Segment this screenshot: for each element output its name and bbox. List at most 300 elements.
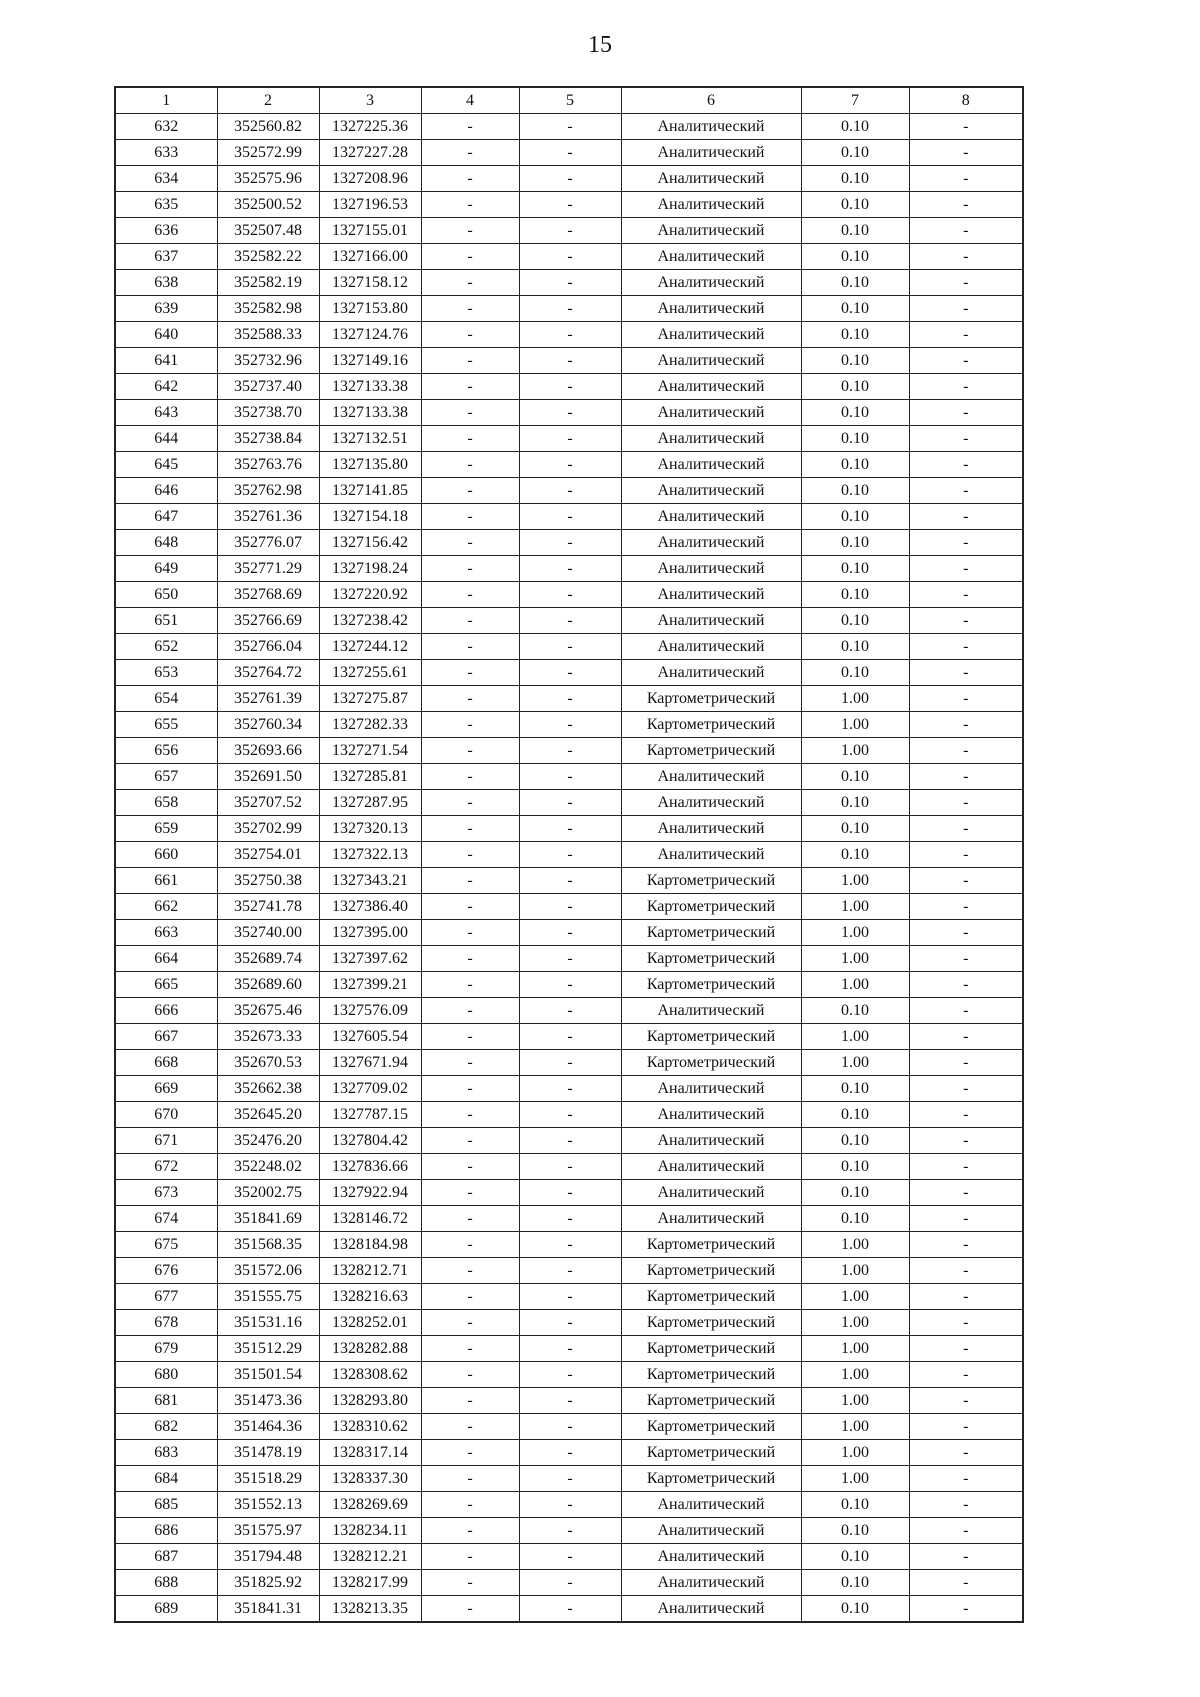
cell-point-number: 641 xyxy=(115,348,217,374)
cell-accuracy: 1.00 xyxy=(801,1336,909,1362)
cell-method: Картометрический xyxy=(621,738,801,764)
cell-point-number: 673 xyxy=(115,1180,217,1206)
cell-method: Аналитический xyxy=(621,998,801,1024)
cell-y-coordinate: 1327576.09 xyxy=(319,998,421,1024)
cell-point-number: 672 xyxy=(115,1154,217,1180)
cell-col5-value: - xyxy=(519,452,621,478)
cell-method: Аналитический xyxy=(621,192,801,218)
cell-col8-value: - xyxy=(909,634,1023,660)
cell-col8-value: - xyxy=(909,1544,1023,1570)
table-row xyxy=(115,1310,1023,1336)
cell-method: Аналитический xyxy=(621,764,801,790)
cell-col8-value: - xyxy=(909,660,1023,686)
cell-method: Аналитический xyxy=(621,816,801,842)
table-row xyxy=(115,478,1023,504)
cell-x-coordinate: 352691.50 xyxy=(217,764,319,790)
cell-col8-value: - xyxy=(909,764,1023,790)
cell-col5-value: - xyxy=(519,166,621,192)
cell-accuracy: 0.10 xyxy=(801,1076,909,1102)
cell-col4-value: - xyxy=(421,1258,519,1284)
cell-col5-value: - xyxy=(519,1492,621,1518)
table-row xyxy=(115,140,1023,166)
cell-y-coordinate: 1327220.92 xyxy=(319,582,421,608)
table-row xyxy=(115,686,1023,712)
table-row xyxy=(115,816,1023,842)
cell-col4-value: - xyxy=(421,1206,519,1232)
cell-method: Аналитический xyxy=(621,1596,801,1623)
cell-accuracy: 0.10 xyxy=(801,530,909,556)
cell-x-coordinate: 352575.96 xyxy=(217,166,319,192)
cell-x-coordinate: 351568.35 xyxy=(217,1232,319,1258)
cell-col4-value: - xyxy=(421,998,519,1024)
cell-point-number: 647 xyxy=(115,504,217,530)
cell-col8-value: - xyxy=(909,1388,1023,1414)
cell-col5-value: - xyxy=(519,270,621,296)
cell-point-number: 669 xyxy=(115,1076,217,1102)
cell-col5-value: - xyxy=(519,920,621,946)
cell-method: Аналитический xyxy=(621,660,801,686)
table-row xyxy=(115,660,1023,686)
cell-point-number: 671 xyxy=(115,1128,217,1154)
cell-col4-value: - xyxy=(421,972,519,998)
cell-accuracy: 1.00 xyxy=(801,972,909,998)
cell-col5-value: - xyxy=(519,400,621,426)
cell-x-coordinate: 352764.72 xyxy=(217,660,319,686)
table-row xyxy=(115,764,1023,790)
cell-col8-value: - xyxy=(909,894,1023,920)
cell-x-coordinate: 352675.46 xyxy=(217,998,319,1024)
cell-accuracy: 1.00 xyxy=(801,1440,909,1466)
cell-accuracy: 0.10 xyxy=(801,296,909,322)
column-header-7: 7 xyxy=(801,87,909,114)
cell-accuracy: 0.10 xyxy=(801,842,909,868)
cell-col4-value: - xyxy=(421,140,519,166)
cell-col8-value: - xyxy=(909,920,1023,946)
cell-x-coordinate: 351552.13 xyxy=(217,1492,319,1518)
cell-x-coordinate: 352732.96 xyxy=(217,348,319,374)
cell-accuracy: 1.00 xyxy=(801,712,909,738)
cell-method: Картометрический xyxy=(621,712,801,738)
cell-col8-value: - xyxy=(909,1518,1023,1544)
cell-point-number: 661 xyxy=(115,868,217,894)
cell-accuracy: 1.00 xyxy=(801,1232,909,1258)
column-header-3: 3 xyxy=(319,87,421,114)
cell-col8-value: - xyxy=(909,998,1023,1024)
cell-point-number: 633 xyxy=(115,140,217,166)
cell-col8-value: - xyxy=(909,1154,1023,1180)
cell-col4-value: - xyxy=(421,1076,519,1102)
cell-y-coordinate: 1327255.61 xyxy=(319,660,421,686)
cell-col8-value: - xyxy=(909,504,1023,530)
cell-col8-value: - xyxy=(909,1466,1023,1492)
cell-method: Аналитический xyxy=(621,504,801,530)
cell-point-number: 682 xyxy=(115,1414,217,1440)
cell-point-number: 685 xyxy=(115,1492,217,1518)
table-row xyxy=(115,348,1023,374)
cell-method: Картометрический xyxy=(621,920,801,946)
cell-point-number: 665 xyxy=(115,972,217,998)
cell-col4-value: - xyxy=(421,1284,519,1310)
cell-col5-value: - xyxy=(519,1024,621,1050)
cell-y-coordinate: 1328217.99 xyxy=(319,1570,421,1596)
cell-x-coordinate: 352763.76 xyxy=(217,452,319,478)
cell-col4-value: - xyxy=(421,114,519,140)
cell-x-coordinate: 352766.04 xyxy=(217,634,319,660)
cell-method: Аналитический xyxy=(621,244,801,270)
cell-col4-value: - xyxy=(421,270,519,296)
table-row xyxy=(115,244,1023,270)
cell-col5-value: - xyxy=(519,1206,621,1232)
cell-point-number: 666 xyxy=(115,998,217,1024)
cell-method: Картометрический xyxy=(621,972,801,998)
cell-col4-value: - xyxy=(421,764,519,790)
table-row xyxy=(115,894,1023,920)
cell-method: Аналитический xyxy=(621,1518,801,1544)
cell-method: Аналитический xyxy=(621,296,801,322)
cell-col8-value: - xyxy=(909,1128,1023,1154)
cell-col5-value: - xyxy=(519,764,621,790)
cell-y-coordinate: 1327275.87 xyxy=(319,686,421,712)
cell-method: Картометрический xyxy=(621,1050,801,1076)
cell-point-number: 679 xyxy=(115,1336,217,1362)
table-row xyxy=(115,452,1023,478)
cell-point-number: 634 xyxy=(115,166,217,192)
cell-col8-value: - xyxy=(909,1102,1023,1128)
cell-col8-value: - xyxy=(909,374,1023,400)
cell-method: Картометрический xyxy=(621,868,801,894)
cell-x-coordinate: 352588.33 xyxy=(217,322,319,348)
cell-y-coordinate: 1327149.16 xyxy=(319,348,421,374)
cell-method: Картометрический xyxy=(621,1024,801,1050)
cell-col5-value: - xyxy=(519,1102,621,1128)
cell-col8-value: - xyxy=(909,738,1023,764)
cell-x-coordinate: 352761.36 xyxy=(217,504,319,530)
table-row xyxy=(115,738,1023,764)
cell-col5-value: - xyxy=(519,790,621,816)
cell-y-coordinate: 1327395.00 xyxy=(319,920,421,946)
cell-point-number: 653 xyxy=(115,660,217,686)
cell-y-coordinate: 1327135.80 xyxy=(319,452,421,478)
cell-col8-value: - xyxy=(909,530,1023,556)
cell-method: Картометрический xyxy=(621,1362,801,1388)
table-row xyxy=(115,1128,1023,1154)
cell-point-number: 674 xyxy=(115,1206,217,1232)
cell-point-number: 643 xyxy=(115,400,217,426)
cell-point-number: 648 xyxy=(115,530,217,556)
cell-col5-value: - xyxy=(519,842,621,868)
cell-x-coordinate: 351512.29 xyxy=(217,1336,319,1362)
cell-x-coordinate: 352768.69 xyxy=(217,582,319,608)
cell-col5-value: - xyxy=(519,1180,621,1206)
cell-accuracy: 0.10 xyxy=(801,426,909,452)
cell-y-coordinate: 1328212.71 xyxy=(319,1258,421,1284)
cell-x-coordinate: 351794.48 xyxy=(217,1544,319,1570)
cell-y-coordinate: 1328317.14 xyxy=(319,1440,421,1466)
table-row xyxy=(115,322,1023,348)
cell-col5-value: - xyxy=(519,1570,621,1596)
cell-accuracy: 1.00 xyxy=(801,1050,909,1076)
cell-col8-value: - xyxy=(909,192,1023,218)
cell-x-coordinate: 351572.06 xyxy=(217,1258,319,1284)
table-row xyxy=(115,1570,1023,1596)
cell-col5-value: - xyxy=(519,1466,621,1492)
cell-point-number: 680 xyxy=(115,1362,217,1388)
cell-x-coordinate: 352776.07 xyxy=(217,530,319,556)
cell-col8-value: - xyxy=(909,1050,1023,1076)
cell-col4-value: - xyxy=(421,426,519,452)
cell-col8-value: - xyxy=(909,400,1023,426)
cell-x-coordinate: 352702.99 xyxy=(217,816,319,842)
cell-accuracy: 0.10 xyxy=(801,764,909,790)
cell-col8-value: - xyxy=(909,1206,1023,1232)
cell-y-coordinate: 1327399.21 xyxy=(319,972,421,998)
cell-y-coordinate: 1327287.95 xyxy=(319,790,421,816)
cell-col4-value: - xyxy=(421,478,519,504)
column-header-5: 5 xyxy=(519,87,621,114)
cell-col8-value: - xyxy=(909,1362,1023,1388)
cell-col8-value: - xyxy=(909,1076,1023,1102)
cell-col5-value: - xyxy=(519,816,621,842)
cell-x-coordinate: 352689.74 xyxy=(217,946,319,972)
table-row xyxy=(115,114,1023,140)
cell-accuracy: 0.10 xyxy=(801,1596,909,1623)
cell-point-number: 686 xyxy=(115,1518,217,1544)
cell-col4-value: - xyxy=(421,1362,519,1388)
cell-y-coordinate: 1327709.02 xyxy=(319,1076,421,1102)
cell-col5-value: - xyxy=(519,1258,621,1284)
cell-col4-value: - xyxy=(421,1024,519,1050)
cell-method: Аналитический xyxy=(621,1154,801,1180)
cell-col4-value: - xyxy=(421,244,519,270)
cell-accuracy: 0.10 xyxy=(801,504,909,530)
cell-y-coordinate: 1327671.94 xyxy=(319,1050,421,1076)
cell-method: Картометрический xyxy=(621,1388,801,1414)
cell-point-number: 681 xyxy=(115,1388,217,1414)
cell-col8-value: - xyxy=(909,1024,1023,1050)
cell-point-number: 660 xyxy=(115,842,217,868)
cell-col8-value: - xyxy=(909,946,1023,972)
cell-col5-value: - xyxy=(519,1284,621,1310)
cell-accuracy: 0.10 xyxy=(801,114,909,140)
cell-y-coordinate: 1327605.54 xyxy=(319,1024,421,1050)
cell-x-coordinate: 352476.20 xyxy=(217,1128,319,1154)
table-row xyxy=(115,1284,1023,1310)
cell-col4-value: - xyxy=(421,1102,519,1128)
cell-col5-value: - xyxy=(519,1336,621,1362)
cell-col5-value: - xyxy=(519,1544,621,1570)
cell-col5-value: - xyxy=(519,426,621,452)
cell-col5-value: - xyxy=(519,738,621,764)
cell-method: Аналитический xyxy=(621,556,801,582)
cell-method: Аналитический xyxy=(621,1102,801,1128)
cell-col4-value: - xyxy=(421,816,519,842)
cell-method: Картометрический xyxy=(621,1284,801,1310)
cell-col4-value: - xyxy=(421,1336,519,1362)
table-row xyxy=(115,1544,1023,1570)
cell-y-coordinate: 1327225.36 xyxy=(319,114,421,140)
cell-accuracy: 1.00 xyxy=(801,1284,909,1310)
cell-x-coordinate: 352741.78 xyxy=(217,894,319,920)
cell-point-number: 646 xyxy=(115,478,217,504)
cell-y-coordinate: 1327343.21 xyxy=(319,868,421,894)
cell-point-number: 662 xyxy=(115,894,217,920)
cell-x-coordinate: 351478.19 xyxy=(217,1440,319,1466)
cell-col8-value: - xyxy=(909,712,1023,738)
cell-col8-value: - xyxy=(909,1492,1023,1518)
table-row xyxy=(115,790,1023,816)
cell-accuracy: 0.10 xyxy=(801,1570,909,1596)
cell-col4-value: - xyxy=(421,582,519,608)
cell-method: Картометрический xyxy=(621,1258,801,1284)
cell-y-coordinate: 1327155.01 xyxy=(319,218,421,244)
cell-method: Аналитический xyxy=(621,140,801,166)
column-header-6: 6 xyxy=(621,87,801,114)
cell-y-coordinate: 1327133.38 xyxy=(319,374,421,400)
cell-col5-value: - xyxy=(519,712,621,738)
cell-accuracy: 0.10 xyxy=(801,790,909,816)
cell-point-number: 687 xyxy=(115,1544,217,1570)
cell-accuracy: 0.10 xyxy=(801,452,909,478)
cell-col5-value: - xyxy=(519,998,621,1024)
cell-method: Аналитический xyxy=(621,842,801,868)
cell-point-number: 684 xyxy=(115,1466,217,1492)
table-row xyxy=(115,998,1023,1024)
table-row xyxy=(115,556,1023,582)
cell-col8-value: - xyxy=(909,166,1023,192)
cell-y-coordinate: 1327285.81 xyxy=(319,764,421,790)
table-row xyxy=(115,608,1023,634)
cell-y-coordinate: 1327244.12 xyxy=(319,634,421,660)
table-row xyxy=(115,400,1023,426)
table-row xyxy=(115,634,1023,660)
cell-col5-value: - xyxy=(519,296,621,322)
coordinates-table xyxy=(114,86,1024,1623)
cell-y-coordinate: 1328252.01 xyxy=(319,1310,421,1336)
cell-col5-value: - xyxy=(519,1128,621,1154)
cell-col4-value: - xyxy=(421,1570,519,1596)
table-row xyxy=(115,504,1023,530)
cell-accuracy: 1.00 xyxy=(801,1388,909,1414)
cell-method: Картометрический xyxy=(621,894,801,920)
cell-x-coordinate: 351825.92 xyxy=(217,1570,319,1596)
cell-accuracy: 1.00 xyxy=(801,920,909,946)
cell-col5-value: - xyxy=(519,556,621,582)
cell-y-coordinate: 1328216.63 xyxy=(319,1284,421,1310)
cell-col8-value: - xyxy=(909,582,1023,608)
cell-method: Аналитический xyxy=(621,1206,801,1232)
cell-accuracy: 1.00 xyxy=(801,738,909,764)
table-row xyxy=(115,1362,1023,1388)
cell-col8-value: - xyxy=(909,1596,1023,1623)
cell-accuracy: 1.00 xyxy=(801,894,909,920)
cell-col4-value: - xyxy=(421,1440,519,1466)
cell-point-number: 649 xyxy=(115,556,217,582)
cell-col5-value: - xyxy=(519,478,621,504)
cell-y-coordinate: 1327271.54 xyxy=(319,738,421,764)
cell-method: Картометрический xyxy=(621,1336,801,1362)
cell-col8-value: - xyxy=(909,972,1023,998)
cell-x-coordinate: 352582.19 xyxy=(217,270,319,296)
cell-accuracy: 1.00 xyxy=(801,1414,909,1440)
cell-method: Аналитический xyxy=(621,348,801,374)
cell-x-coordinate: 352582.98 xyxy=(217,296,319,322)
cell-x-coordinate: 352761.39 xyxy=(217,686,319,712)
cell-col8-value: - xyxy=(909,452,1023,478)
table-row xyxy=(115,374,1023,400)
cell-point-number: 632 xyxy=(115,114,217,140)
cell-col5-value: - xyxy=(519,582,621,608)
cell-y-coordinate: 1328234.11 xyxy=(319,1518,421,1544)
cell-point-number: 637 xyxy=(115,244,217,270)
cell-x-coordinate: 352693.66 xyxy=(217,738,319,764)
table-row xyxy=(115,218,1023,244)
table-row xyxy=(115,1102,1023,1128)
cell-col4-value: - xyxy=(421,1492,519,1518)
cell-point-number: 654 xyxy=(115,686,217,712)
cell-col4-value: - xyxy=(421,322,519,348)
cell-x-coordinate: 352738.70 xyxy=(217,400,319,426)
cell-x-coordinate: 352673.33 xyxy=(217,1024,319,1050)
cell-y-coordinate: 1327397.62 xyxy=(319,946,421,972)
cell-y-coordinate: 1327156.42 xyxy=(319,530,421,556)
cell-col4-value: - xyxy=(421,452,519,478)
cell-point-number: 678 xyxy=(115,1310,217,1336)
table-row xyxy=(115,192,1023,218)
table-row xyxy=(115,1258,1023,1284)
cell-x-coordinate: 352507.48 xyxy=(217,218,319,244)
cell-point-number: 652 xyxy=(115,634,217,660)
cell-col8-value: - xyxy=(909,1258,1023,1284)
cell-col8-value: - xyxy=(909,140,1023,166)
column-header-2: 2 xyxy=(217,87,319,114)
cell-x-coordinate: 352740.00 xyxy=(217,920,319,946)
table-row xyxy=(115,166,1023,192)
cell-y-coordinate: 1327238.42 xyxy=(319,608,421,634)
cell-x-coordinate: 351501.54 xyxy=(217,1362,319,1388)
cell-col4-value: - xyxy=(421,920,519,946)
cell-y-coordinate: 1327386.40 xyxy=(319,894,421,920)
cell-accuracy: 1.00 xyxy=(801,868,909,894)
cell-col8-value: - xyxy=(909,478,1023,504)
cell-col4-value: - xyxy=(421,1180,519,1206)
cell-col8-value: - xyxy=(909,348,1023,374)
cell-method: Аналитический xyxy=(621,1492,801,1518)
cell-col4-value: - xyxy=(421,166,519,192)
cell-x-coordinate: 351575.97 xyxy=(217,1518,319,1544)
cell-col4-value: - xyxy=(421,1414,519,1440)
cell-col4-value: - xyxy=(421,1596,519,1623)
cell-y-coordinate: 1327133.38 xyxy=(319,400,421,426)
cell-point-number: 667 xyxy=(115,1024,217,1050)
table-row xyxy=(115,1414,1023,1440)
table-row xyxy=(115,1388,1023,1414)
cell-y-coordinate: 1327198.24 xyxy=(319,556,421,582)
cell-x-coordinate: 352002.75 xyxy=(217,1180,319,1206)
cell-y-coordinate: 1327154.18 xyxy=(319,504,421,530)
cell-point-number: 656 xyxy=(115,738,217,764)
cell-x-coordinate: 352662.38 xyxy=(217,1076,319,1102)
cell-col5-value: - xyxy=(519,1154,621,1180)
cell-accuracy: 0.10 xyxy=(801,1206,909,1232)
cell-x-coordinate: 352754.01 xyxy=(217,842,319,868)
cell-point-number: 677 xyxy=(115,1284,217,1310)
cell-method: Картометрический xyxy=(621,1466,801,1492)
cell-col4-value: - xyxy=(421,296,519,322)
cell-accuracy: 0.10 xyxy=(801,1180,909,1206)
cell-point-number: 642 xyxy=(115,374,217,400)
cell-col8-value: - xyxy=(909,1310,1023,1336)
cell-col4-value: - xyxy=(421,1050,519,1076)
